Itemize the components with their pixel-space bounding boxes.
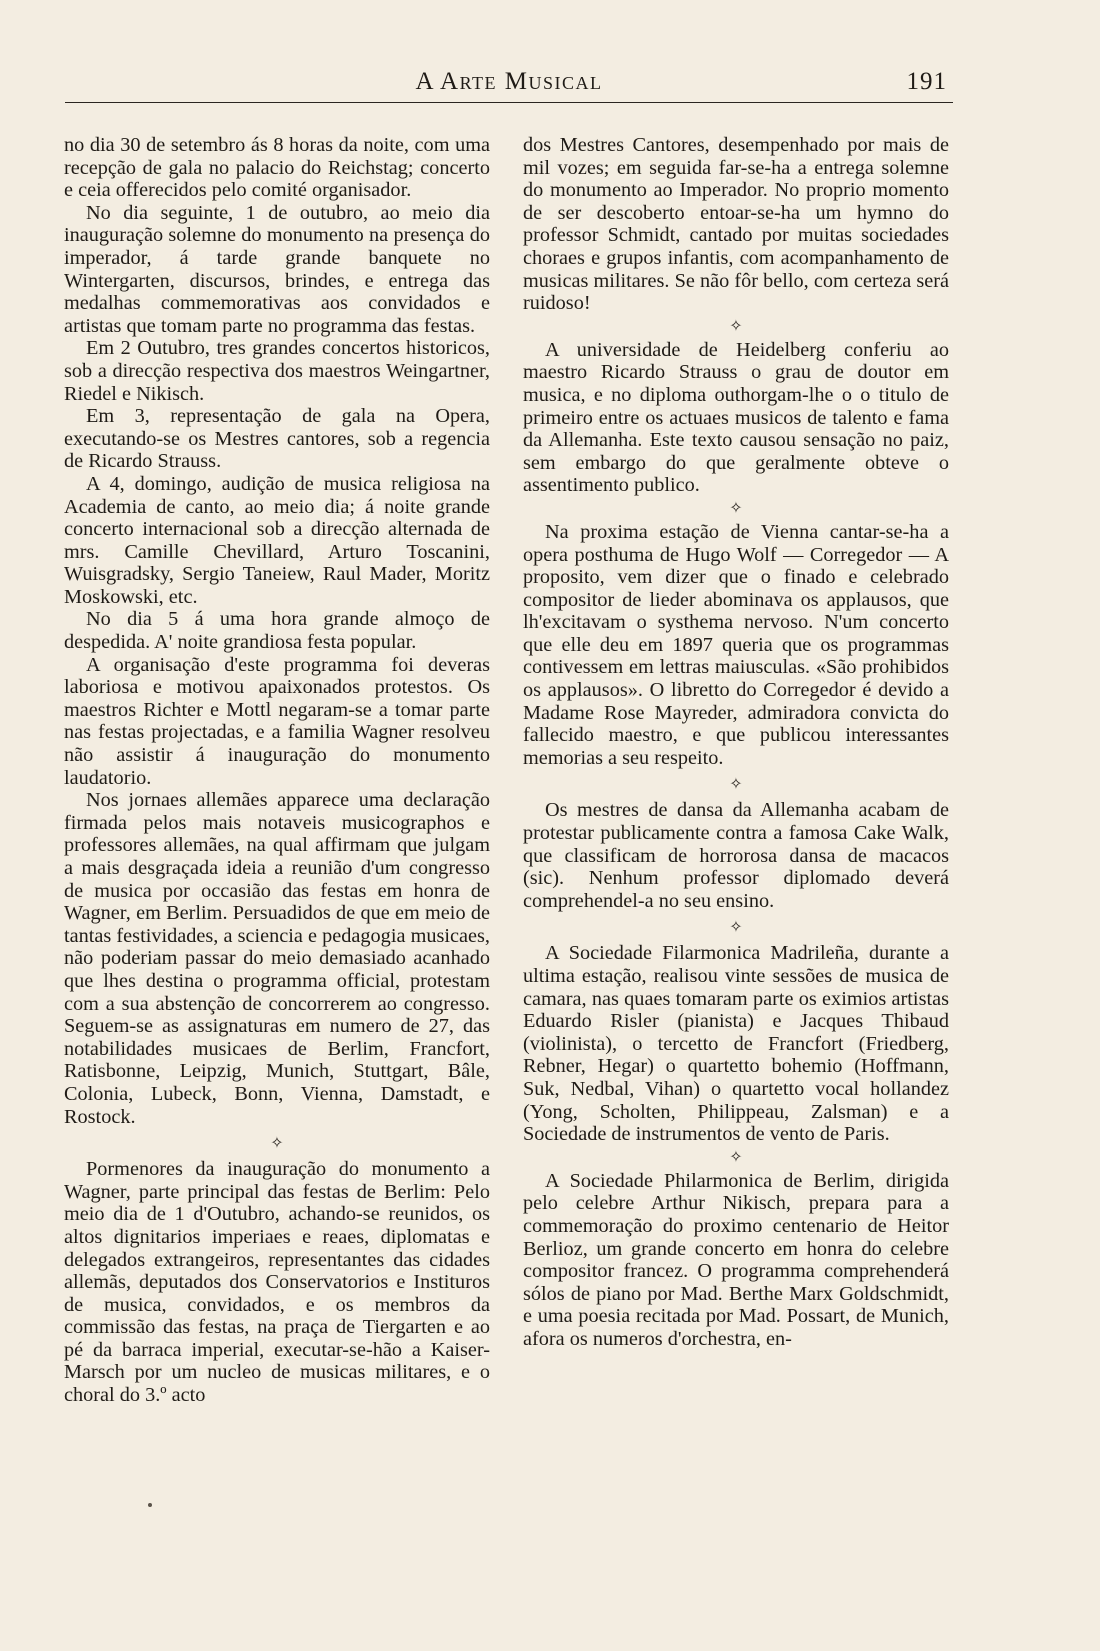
page-header [65,62,953,103]
page-number: 191 [906,68,947,95]
paragraph: A 4, domingo, audição de musica religiosa na Academia de canto, ao meio dia; á noite grande concerto internacional sob a direcção alternada de mrs. Camille Chevillard, Arturo Toscanini, Wuisgradsky, Sergio Taneiew, Raul Mader, Moritz Moskowski, etc. [64,472,490,608]
paragraph: A Sociedade Filarmonica Madrileña, durante a ultima estação, realisou vinte sessões de musica de camara, nas quaes tomaram parte os eximios artistas Eduardo Risler (pianista) e Jacques Thibaud (violinista), o tercetto de Francfort (Friedberg, Rebner, Hegar) o quartetto bohemio (Hoffmann, Suk, Nedbal, Vihan) o quartetto vocal hollandez (Yong, Scholten, Philippeau, Zalsman) e a Sociedade de instrumentos de vento de Paris. [523,942,949,1146]
paragraph: Nos jornaes allemães apparece uma declaração firmada pelos mais notaveis musicographos e professores allemães, na qual affirmam que julgam a mais desgraçada ideia a reunião d'um congresso de musica por occasião das festas em honra de Wagner, em Berlim. Persuadidos de que em meio de tantas festividades, a sciencia e pedagogia musicaes, não poderiam passar do meio demasiado acanhado que lhes destina o programma official, protestam com a sua abstenção de concorrerem ao congresso. Seguem-se as assignaturas em numero de 27, das notabilidades musicaes de Berlim, Francfort, Ratisbonne, Leipzig, Munich, Stuttgart, Bâle, Colonia, Lubeck, Bonn, Vienna, Damstadt, e Rostock. [64,789,490,1128]
separator-ornament: ✧ [729,776,743,794]
journal-title: A Arte Musical [415,68,603,95]
paragraph: No dia 5 á uma hora grande almoço de despedida. A' noite grandiosa festa popular. [64,608,490,654]
paragraph: A Sociedade Philarmonica de Berlim, dirigida pelo celebre Arthur Nikisch, prepara para a commemoração do proximo centenario de Heitor Berlioz, um grande concerto em honra do celebre compositor francez. O programma comprehenderá sólos de piano por Mad. Berthe Marx Goldschmidt, e uma poesia recitada por Mad. Possart, de Munich, afora os numeros d'orchestra, en- [523,1169,949,1350]
separator-ornament: ✧ [729,919,743,937]
paragraph: Em 2 Outubro, tres grandes concertos historicos, sob a direcção respectiva dos maestros Weingartner, Riedel e Nikisch. [64,337,490,405]
paragraph: dos Mestres Cantores, desempenhado por mais de mil vozes; em seguida far-se-ha a entrega solemne do monumento ao Imperador. No proprio momento de ser descoberto entoar-se-ha um hymno do professor Schmidt, cantado por muitas sociedades choraes e grupos infantis, com acompanhamento de musicas militares. Se não fôr bello, com certeza será ruidoso! [523,134,949,315]
separator-ornament: ✧ [729,499,743,517]
paragraph: no dia 30 de setembro ás 8 horas da noite, com uma recepção de gala no palacio do Reichstag; concerto e ceia offerecidos pelo comité organisador. [64,134,490,202]
paragraph: A universidade de Heidelberg conferiu ao maestro Ricardo Strauss o grau de doutor em musica, e no diploma outhorgam-lhe o o titulo de primeiro entre os actuaes musicos de talento e fama da Allemanha. Este texto causou sensação no paiz, sem embargo do que geralmente obteve o assentimento publico. [523,338,949,497]
right-column [523,134,949,1351]
paragraph: No dia seguinte, 1 de outubro, ao meio dia inauguração solemne do monumento na presença do imperador, á tarde grande banquete no Wintergarten, discursos, brindes, e entrega das medalhas commemorativas aos convidados e artistas que tomam parte no programma das festas. [64,201,490,337]
paragraph: Em 3, representação de gala na Opera, executando-se os Mestres cantores, sob a regencia de Ricardo Strauss. [64,405,490,473]
paragraph: Na proxima estação de Vienna cantar-se-ha a opera posthuma de Hugo Wolf — Corregedor — A proposito, vem dizer que o finado e celebrado compositor de lieder abominava os applausos, que lh'excitavam o systhema nervoso. N'um concerto que elle deu em 1897 queria que os programmas contivessem em lettras maiusculas. «São prohibidos os applausos». O libretto do Corregedor é devido a Madame Rose Mayreder, admiradora convicta do fallecido maestro, e que publicou interessantes memorias a seu respeito. [523,520,949,769]
paragraph: A organisação d'este programma foi deveras laboriosa e motivou apaixonados protestos. Os maestros Richter e Mottl negaram-se a tomar parte nas festas projectadas, e a familia Wagner resolveu não assistir á inauguração do monumento laudatorio. [64,653,490,789]
separator-ornament: ✧ [729,317,743,335]
separator-ornament: ✧ [270,1135,284,1153]
paragraph: Pormenores da inauguração do monumento a Wagner, parte principal das festas de Berlim: Pelo meio dia de 1 d'Outubro, achando-se reunidos, os altos dignitarios imperiaes e reaes, diplomatas e delegados extrangeiros, representantes das cidades allemãs, deputados dos Conservatorios e Instituros de musica, convidados, e os membros da commissão das festas, na praça de Tiergarten e ao pé da barraca imperial, executar-se-hão a Kaiser-Marsch por um nucleo de musicas militares, e o choral do 3.º acto [64,1158,490,1407]
left-column [64,134,490,1407]
paragraph: Os mestres de dansa da Allemanha acabam de protestar publicamente contra a famosa Cake Walk, que classificam de horrorosa dansa de macacos (sic). Nenhum professor diplomado deverá comprehendel-a no seu ensino. [523,799,949,912]
ink-speck [148,1503,152,1507]
separator-ornament: ✧ [729,1148,743,1166]
